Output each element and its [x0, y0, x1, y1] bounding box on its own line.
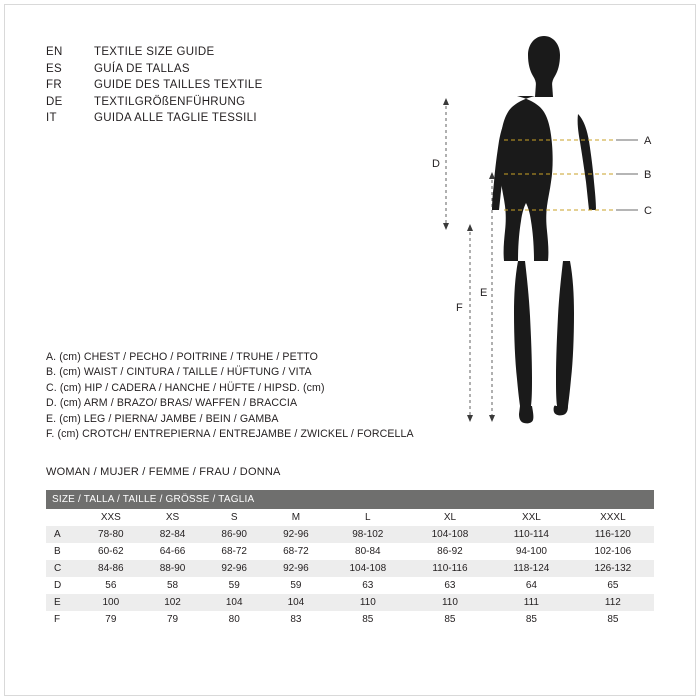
marker-label-f: F: [456, 302, 463, 314]
size-table: [46, 490, 654, 628]
language-code: DE: [46, 95, 63, 108]
language-code: IT: [46, 112, 57, 125]
row-label: F: [54, 614, 61, 625]
language-row: [46, 77, 263, 94]
table-cell: 65: [607, 580, 619, 591]
gender-label: WOMAN / MUJER / FEMME / FRAU / DONNA: [46, 466, 281, 478]
language-title: GUIDA ALLE TAGLIE TESSILI: [94, 112, 257, 125]
legend-item: F. (cm) CROTCH/ ENTREPIERNA / ENTREJAMBE / ZWICKEL / FORCELLA: [46, 428, 414, 441]
table-cell: 63: [362, 580, 374, 591]
table-cell: 88-90: [159, 563, 186, 574]
table-cell: 110-116: [432, 563, 468, 574]
legend-item: E. (cm) LEG / PIERNA/ JAMBE / BEIN / GAMBA: [46, 412, 279, 425]
column-header: XXL: [491, 509, 572, 526]
language-row: [46, 94, 263, 111]
table-cell: 111: [523, 597, 539, 608]
marker-label-a: A: [644, 135, 652, 147]
size-table-wrap: [46, 490, 654, 628]
table-column-header-row: [46, 509, 654, 526]
table-row: [46, 526, 654, 543]
table-cell: 59: [228, 580, 240, 591]
table-cell: 60-62: [98, 546, 124, 557]
table-cell: 78-80: [98, 529, 124, 540]
body-measurement-diagram: [370, 28, 670, 448]
legend-item: B. (cm) WAIST / CINTURA / TAILLE / HÜFTUNG / VITA: [46, 366, 312, 379]
language-title: GUIDE DES TAILLES TEXTILE: [94, 79, 263, 92]
column-header: XS: [142, 509, 204, 526]
table-cell: 79: [105, 614, 117, 625]
legend-item: A. (cm) CHEST / PECHO / POITRINE / TRUHE / PETTO: [46, 351, 319, 363]
table-cell: 58: [166, 580, 179, 591]
table-cell: 86-92: [437, 546, 463, 557]
table-cell: 68-72: [283, 546, 309, 557]
table-row: [46, 594, 654, 611]
marker-label-e: E: [480, 287, 488, 299]
language-code: EN: [46, 46, 63, 58]
table-cell: 104: [225, 597, 243, 608]
table-cell: 59: [290, 580, 302, 591]
language-title: TEXTILE SIZE GUIDE: [94, 46, 215, 58]
language-title: GUÍA DE TALLAS: [94, 62, 190, 75]
corner-cell: [46, 509, 80, 526]
language-code: FR: [46, 79, 62, 92]
table-cell: 110: [441, 597, 458, 608]
table-cell: 116-120: [594, 529, 631, 540]
column-header: XXXL: [572, 509, 654, 526]
size-table-header: SIZE / TALLA / TAILLE / GRÖSSE / TAGLIA: [46, 490, 654, 509]
table-cell: 112: [604, 597, 621, 608]
legend-item: D. (cm) ARM / BRAZO/ BRAS/ WAFFEN / BRACCIA: [46, 397, 298, 410]
table-cell: 68-72: [221, 546, 247, 557]
table-cell: 110-114: [513, 529, 549, 540]
row-label: E: [54, 597, 61, 608]
table-cell: 79: [166, 614, 179, 625]
table-cell: 85: [444, 614, 456, 625]
table-cell: 102-106: [594, 546, 632, 557]
table-cell: 56: [105, 580, 117, 591]
table-cell: 92-96: [283, 563, 309, 574]
table-cell: 94-100: [515, 546, 547, 557]
language-title-block: [46, 44, 263, 127]
column-header: S: [203, 509, 265, 526]
table-row: [46, 611, 654, 628]
table-cell: 104-108: [431, 529, 469, 540]
table-cell: 86-90: [221, 529, 247, 540]
language-code: ES: [46, 62, 62, 75]
table-cell: 64-66: [159, 546, 186, 557]
row-label: D: [54, 580, 62, 591]
table-cell: 83: [290, 614, 302, 625]
row-label: A: [54, 529, 61, 540]
table-cell: 63: [444, 580, 456, 591]
table-cell: 92-96: [283, 529, 309, 540]
table-cell: 92-96: [221, 563, 247, 574]
column-header: M: [265, 509, 327, 526]
column-header: XXS: [80, 509, 142, 526]
table-cell: 84-86: [98, 563, 124, 574]
table-cell: 98-102: [352, 529, 384, 540]
table-cell: 104: [287, 597, 305, 608]
table-cell: 82-84: [159, 529, 186, 540]
table-cell: 104-108: [349, 563, 387, 574]
marker-label-b: B: [644, 169, 652, 181]
table-row: [46, 577, 654, 594]
language-row: [46, 61, 263, 78]
column-header: XL: [409, 509, 491, 526]
measurement-legend: [46, 350, 414, 442]
row-label: B: [54, 546, 61, 557]
legend-item: C. (cm) HIP / CADERA / HANCHE / HÜFTE / HIPSD. (cm): [46, 381, 325, 394]
marker-label-d: D: [432, 158, 440, 170]
table-row: [46, 560, 654, 577]
table-cell: 102: [164, 597, 181, 608]
table-cell: 126-132: [594, 563, 632, 574]
column-header: L: [327, 509, 409, 526]
language-title: TEXTILGRÖßENFÜHRUNG: [94, 95, 246, 108]
table-cell: 100: [102, 597, 120, 608]
table-cell: 85: [362, 614, 374, 625]
table-cell: 85: [525, 614, 537, 625]
table-cell: 80: [228, 614, 240, 625]
table-cell: 85: [607, 614, 619, 625]
table-row: [46, 543, 654, 560]
table-cell: 80-84: [355, 546, 381, 557]
language-row: [46, 110, 263, 127]
row-label: C: [54, 563, 62, 574]
table-cell: 118-124: [513, 563, 550, 574]
table-cell: 64: [525, 580, 537, 591]
table-cell: 110: [359, 597, 376, 608]
female-body-silhouette: [492, 36, 596, 423]
marker-label-c: C: [644, 205, 652, 217]
language-row: [46, 44, 263, 61]
